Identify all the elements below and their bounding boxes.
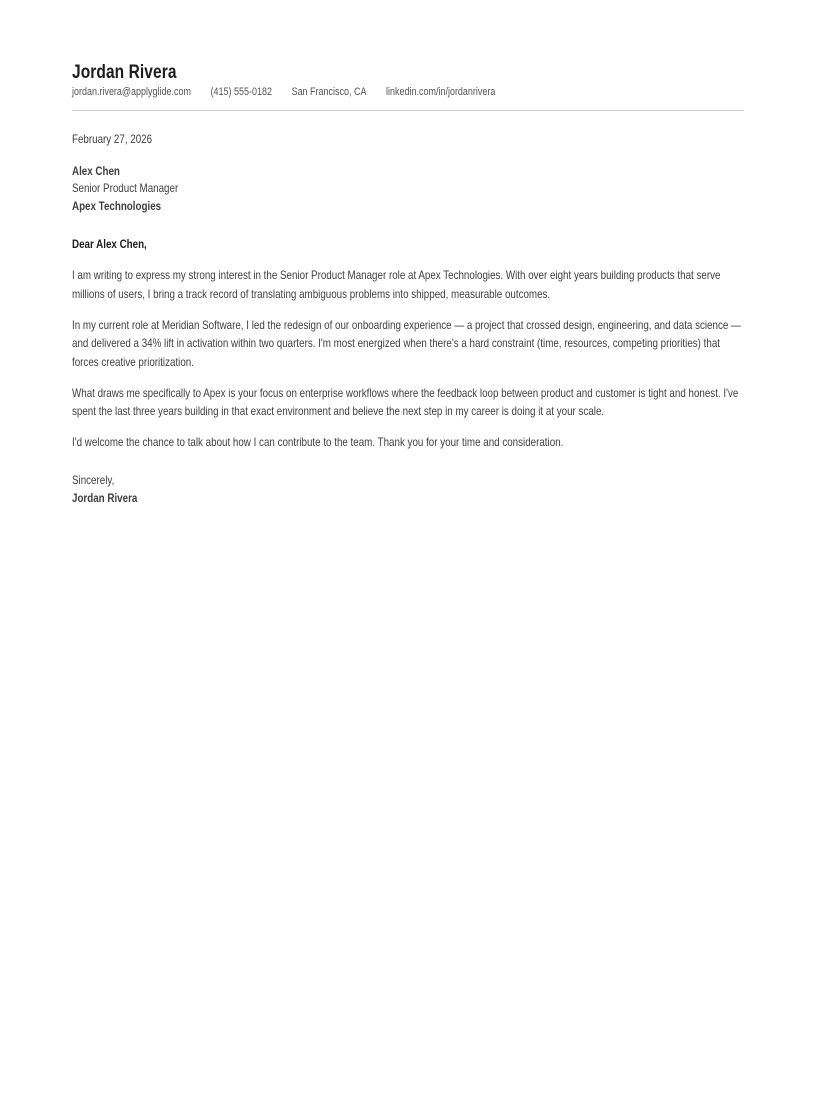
signature-block: [72, 471, 744, 508]
signature-name: Jordan Rivera: [72, 491, 138, 505]
body-paragraph-1: I am writing to express my strong interest in the Senior Product Manager role at Apex Technologies. With over eight years building products that serve millions of users, I bring a track record of translating ambiguous problems into shipped, measurable outcomes.: [72, 268, 721, 301]
body-paragraph-4: I'd welcome the chance to talk about how I can contribute to the team. Thank you for your time and consideration.: [72, 435, 564, 449]
sender-name: Jordan Rivera: [72, 62, 177, 83]
body-paragraph-2: In my current role at Meridian Software, I led the redesign of our onboarding experience — a project that crossed design, engineering, and data science — and delivered a 34% lift in activation within two quarters. I'm most energized when there's a hard constraint (time, resources, competing priorities) that forces creative prioritization.: [72, 317, 741, 369]
sender-linkedin: linkedin.com/in/jordanrivera: [386, 86, 496, 98]
salutation: Dear Alex Chen,: [72, 237, 147, 251]
letter-header: [72, 62, 744, 99]
closing: Sincerely,: [72, 472, 115, 487]
sender-phone: (415) 555-0182: [210, 86, 272, 98]
header-divider: [72, 110, 744, 111]
body-paragraph-3: What draws me specifically to Apex is your focus on enterprise workflows where the feedback loop between product and customer is tight and honest. I've spent the last three years building in that exact environment and believe the next step in my career is doing it at your scale.: [72, 385, 739, 418]
sender-location: San Francisco, CA: [291, 86, 367, 98]
sender-email: jordan.rivera@applyglide.com: [72, 86, 191, 98]
letter-date: February 27, 2026: [72, 132, 153, 146]
contact-row: [72, 86, 744, 99]
recipient-title: Senior Product Manager: [72, 181, 179, 195]
letter-body: [72, 130, 744, 508]
recipient-name: Alex Chen: [72, 163, 120, 178]
letter-content: [72, 62, 744, 508]
recipient-company: Apex Technologies: [72, 198, 162, 213]
recipient-block: [72, 163, 744, 216]
